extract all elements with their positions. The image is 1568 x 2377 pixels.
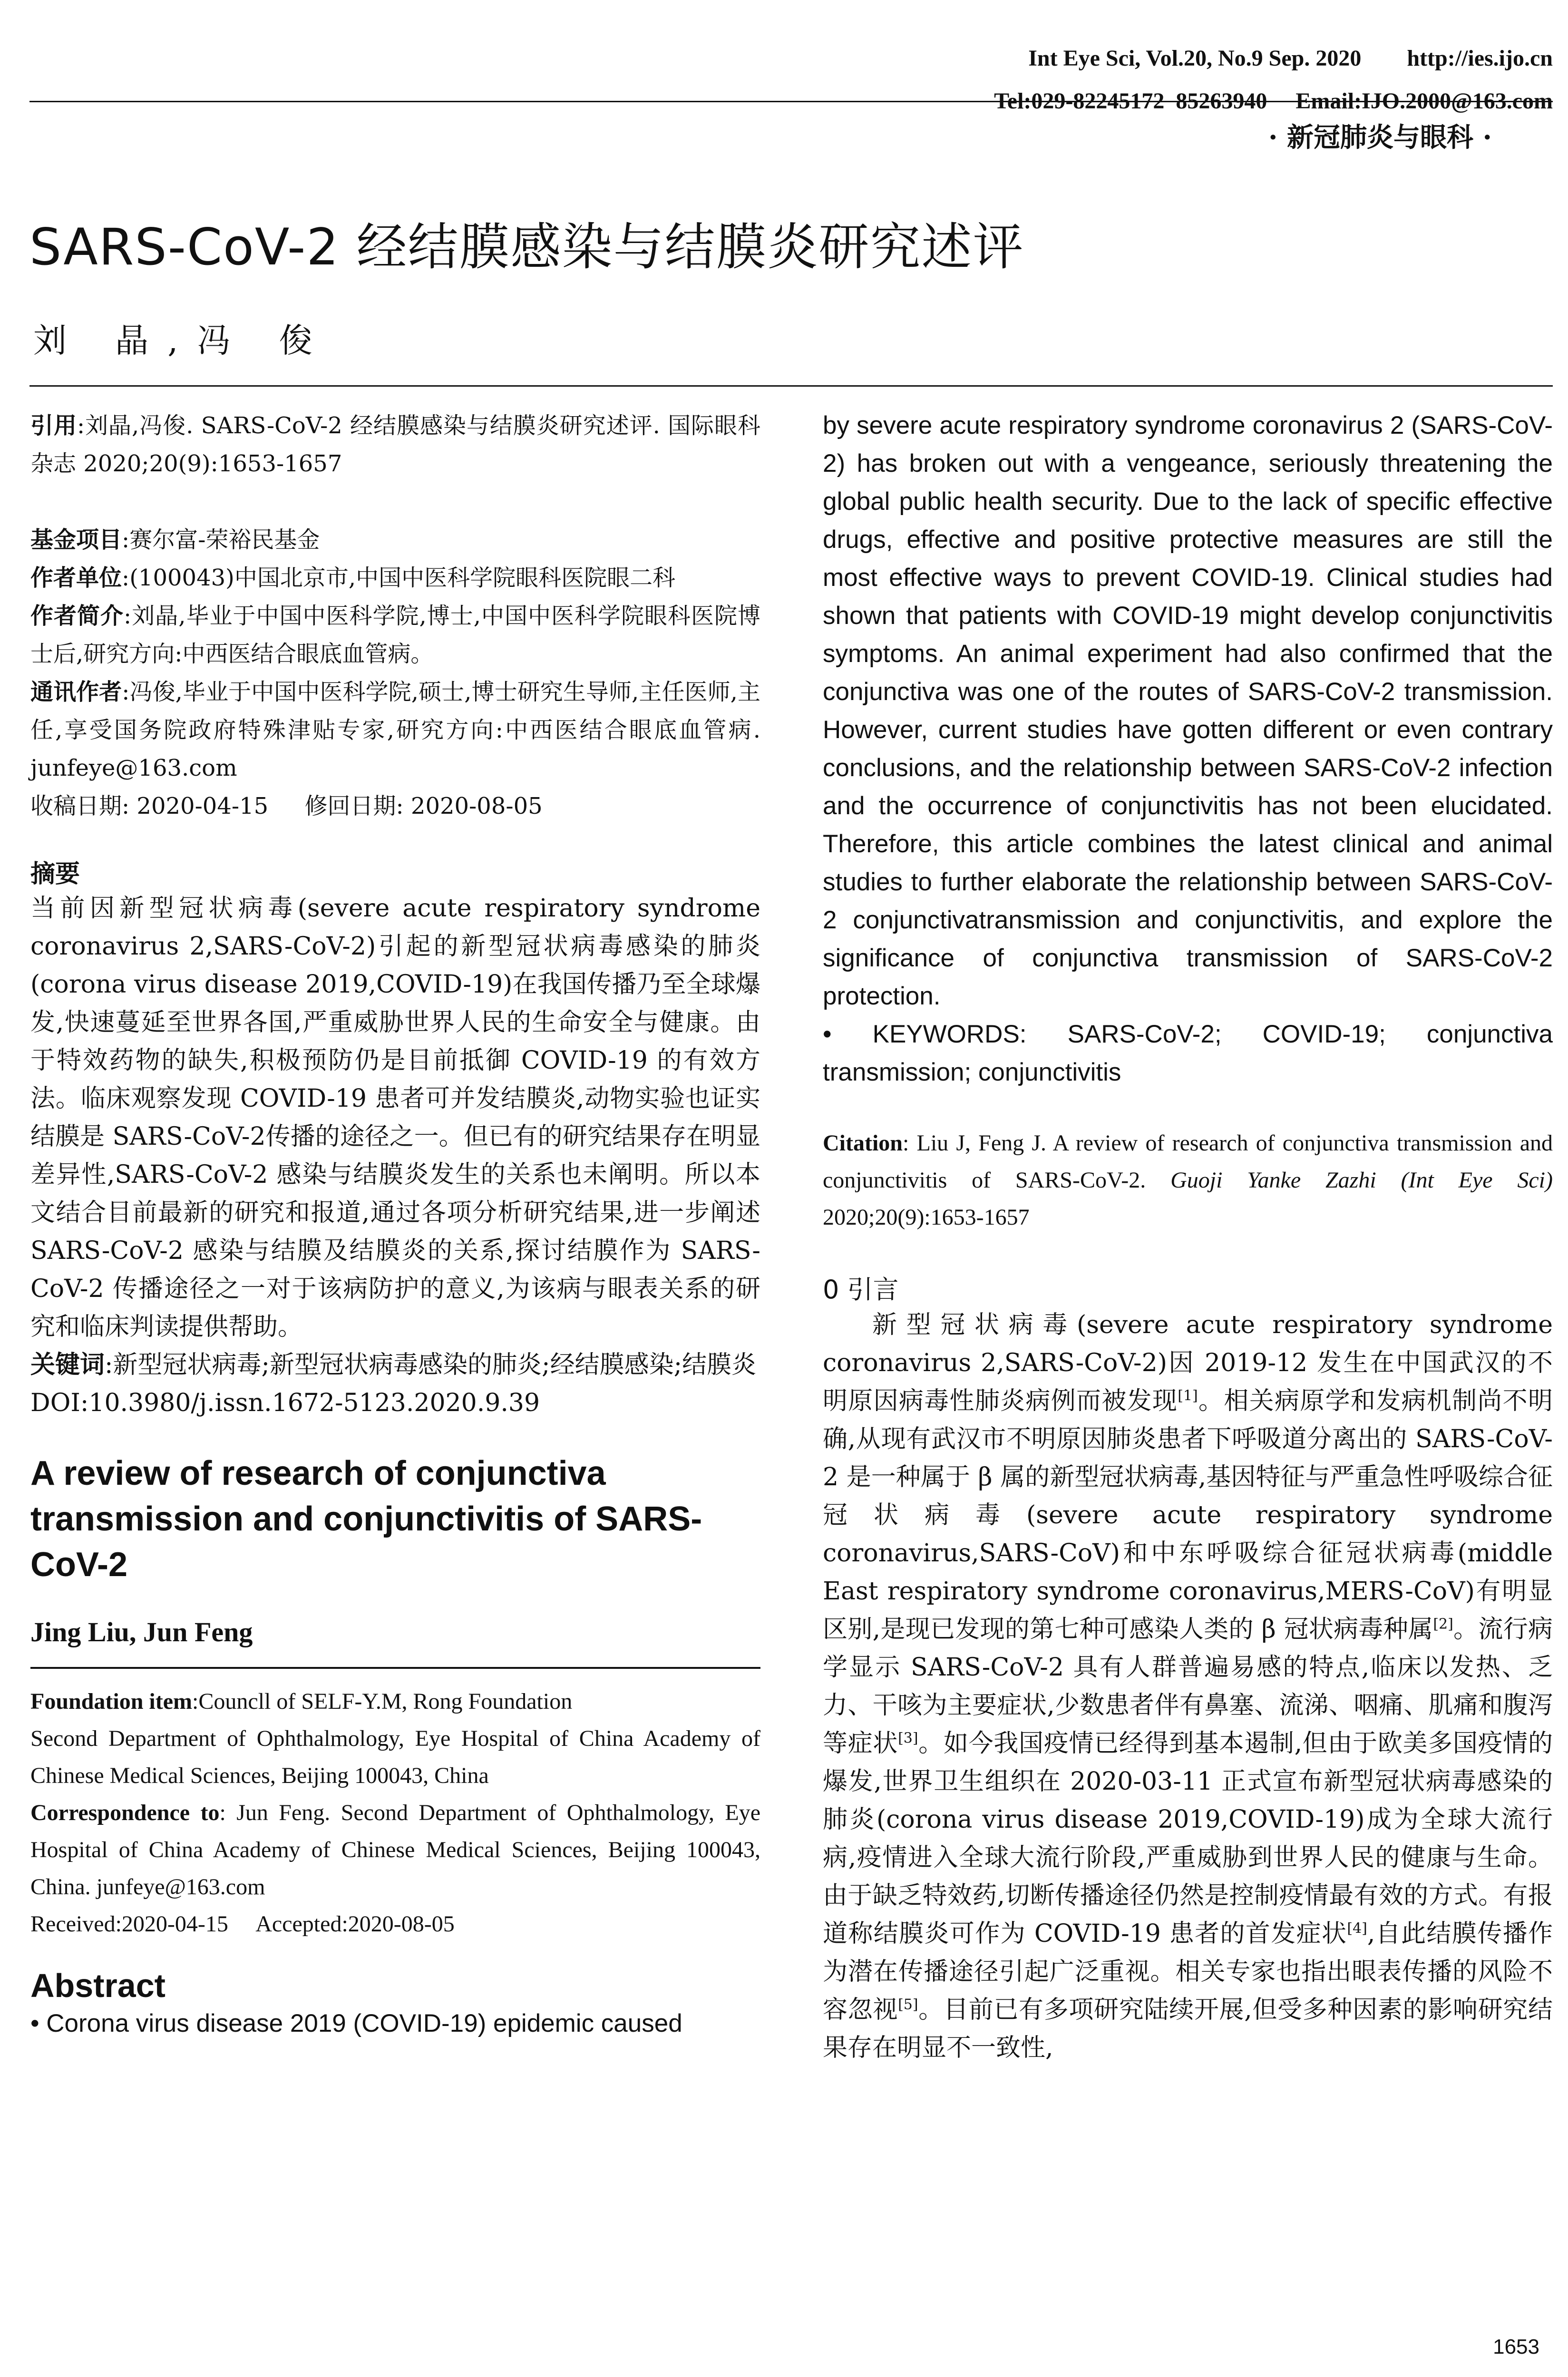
ref-3[interactable]: [3]	[898, 1730, 918, 1747]
citation-cn	[30, 407, 760, 483]
correspondence-en	[30, 1794, 760, 1906]
foundation-en	[30, 1683, 760, 1720]
authors-en: Jing Liu, Jun Feng	[30, 1617, 253, 1647]
ref-1[interactable]: [1]	[1178, 1387, 1198, 1404]
keywords-en: • KEYWORDS: SARS-CoV-2; COVID-19; conjunctiva transmission; conjunctivitis	[823, 1020, 1553, 1086]
keywords-text: :新型冠状病毒;新型冠状病毒感染的肺炎;经结膜感染;结膜炎	[105, 1351, 757, 1379]
citation-en	[823, 1125, 1553, 1236]
fund-label: 基金项目	[30, 526, 122, 553]
intro-paragraph	[823, 1306, 1553, 2067]
journal-tel: Tel:029-82245172 85263940	[994, 88, 1267, 114]
citation-label: 引用	[30, 412, 77, 439]
header-rule	[29, 101, 1553, 102]
unit-text: :(100043)中国北京市,中国中医科学院眼科医院眼二科	[122, 565, 676, 591]
correspondence-label: Correspondence to	[30, 1800, 220, 1825]
citation-text: :刘晶,冯俊. SARS-CoV-2 经结膜感染与结膜炎研究述评. 国际眼科杂志 2020;20(9):1653-1657	[30, 412, 760, 477]
citation-en-text: : Liu J, Feng J. A review of research of conjunctiva transmission and conjunctivitis of SARS-CoV-2.	[823, 1130, 1553, 1193]
doi: DOI:10.3980/j.issn.1672-5123.2020.9.39	[30, 1389, 540, 1417]
journal-url: http://ies.ijo.cn	[1407, 46, 1553, 71]
intro-text-2: 。相关病原学和发病机制尚不明确,从现有武汉市不明原因肺炎患者下呼吸道分离出的 SARS-CoV-2 是一种属于 β 属的新型冠状病毒,基因特征与严重急性呼吸综合征冠状病毒(severe acute respiratory syndrome coronavirus,SARS-CoV)和中东呼吸综合征冠状病毒(middle East respiratory syndrome coronavirus,MERS-CoV)有明显区别,是现已发现的第七种可感染人类的 β 冠状病毒种属	[823, 1387, 1553, 1644]
fund-text: :赛尔富-荣裕民基金	[122, 526, 320, 553]
article-title-en: A review of research of conjunctiva transmission and conjunctivitis of SARS-CoV-2	[30, 1454, 702, 1584]
keywords-cn	[30, 1346, 760, 1384]
abstract-heading-en: Abstract	[30, 1967, 166, 2004]
correspondence-text: : Jun Feng. Second Department of Ophthalmology, Eye Hospital of China Academy of Chinese Medical Sciences, Beijing 100043, China. junfeye@163.com	[30, 1800, 760, 1900]
corr-label: 通讯作者	[30, 679, 122, 705]
fund-info	[30, 521, 760, 559]
bio-text: :刘晶,毕业于中国中医科学院,博士,中国中医科学院眼科医院博士后,研究方向:中西医结合眼底血管病。	[30, 603, 760, 667]
section-tag: · 新冠肺炎与眼科 ·	[1268, 122, 1492, 153]
left-column	[30, 407, 760, 2043]
foundation-text: :Councll of SELF-Y.M, Rong Foundation	[192, 1689, 573, 1714]
ref-5[interactable]: [5]	[898, 1996, 918, 2013]
corr-text: :冯俊,毕业于中国中医科学院,硕士,博士研究生导师,主任医师,主任,享受国务院政府特殊津贴专家,研究方向:中西医结合眼底血管病. junfeye@163.com	[30, 679, 760, 781]
author-unit	[30, 559, 760, 597]
bio-label: 作者简介	[30, 603, 124, 629]
unit-label: 作者单位	[30, 565, 122, 591]
abstract-text-en-cont: by severe acute respiratory syndrome coronavirus 2 (SARS-CoV-2) has broken out with a vengeance, seriously threatening the global public health security. Due to the lack of specific effective drugs, effective and positive protective measures are still the most effective ways to prevent COVID-19. Clinical studies had shown that patients with COVID-19 might develop conjunctivitis symptoms. An animal experiment had also confirmed that the conjunctiva was one of the routes of SARS-CoV-2 transmission. However, current studies have gotten different or even contrary conclusions, and the relationship between SARS-CoV-2 infection and the occurrence of conjunctivitis has not been elucidated. Therefore, this article combines the latest clinical and animal studies to further elaborate the relationship between SARS-CoV-2 conjunctivatransmission and conjunctivitis, and explore the significance of conjunctiva transmission of SARS-CoV-2 protection.	[823, 411, 1553, 1010]
ref-2[interactable]: [2]	[1433, 1616, 1453, 1633]
affiliation-en: Second Department of Ophthalmology, Eye Hospital of China Academy of Chinese Medical Sciences, Beijing 100043, China	[30, 1726, 760, 1788]
intro-text-4: 。如今我国疫情已经得到基本遏制,但由于欧美多国疫情的爆发,世界卫生组织在 2020-03-11 正式宣布新型冠状病毒感染的肺炎(corona virus disease 2019,COVID-19)成为全球大流行病,疫情进入全球大流行阶段,严重威胁到世界人民的健康与生命。由于缺乏特效药,切断传播途径仍然是控制疫情最有效的方式。有报道称结膜炎可作为 COVID-19 患者的首发症状	[823, 1729, 1553, 1948]
intro-text-6: 。目前已有多项研究陆续开展,但受多种因素的影响研究结果存在明显不一致性,	[823, 1996, 1553, 2062]
intro-text-5: ,自此结膜传播作为潜在传播途径引起广泛重视。相关专家也指出眼表传播的风险不容忽视	[823, 1919, 1553, 2024]
running-header	[0, 0, 1568, 114]
title-rule	[29, 385, 1553, 387]
author-bio	[30, 597, 760, 673]
abstract-text-cn: 当前因新型冠状病毒(severe acute respiratory syndrome coronavirus 2,SARS-CoV-2)引起的新型冠状病毒感染的肺炎(corona virus disease 2019,COVID-19)在我国传播乃至全球爆发,快速蔓延至世界各国,严重威胁世界人民的生命安全与健康。由于特效药物的缺失,积极预防仍是目前抵御 COVID-19 的有效方法。临床观察发现 COVID-19 患者可并发结膜炎,动物实验也证实结膜是 SARS-CoV-2传播的途径之一。但已有的研究结果存在明显差异性,SARS-CoV-2 感染与结膜炎发生的关系也未阐明。所以本文结合目前最新的研究和报道,通过各项分析研究结果,进一步阐述 SARS-CoV-2 感染与结膜及结膜炎的关系,探讨结膜作为 SARS-CoV-2 传播途径之一对于该病防护的意义,为该病与眼表关系的研究和临床判读提供帮助。	[30, 894, 760, 1341]
received-dates-en: Received:2020-04-15 Accepted:2020-08-05	[30, 1911, 455, 1937]
keywords-label: 关键词	[30, 1351, 105, 1379]
abstract-text-en-start: • Corona virus disease 2019 (COVID-19) epidemic caused	[30, 2009, 682, 2037]
foundation-label: Foundation item	[30, 1689, 193, 1714]
journal-volume: Int Eye Sci, Vol.20, No.9 Sep. 2020	[1028, 46, 1362, 71]
authors-cn: 刘 晶,冯 俊	[33, 321, 331, 360]
abstract-heading-cn: 摘要	[30, 860, 80, 888]
intro-heading: 0 引言	[823, 1275, 899, 1305]
intro-text-3: 。流行病学显示 SARS-CoV-2 具有人群普遍易感的特点,临床以发热、乏力、干咳为主要症状,少数患者伴有鼻塞、流涕、咽痛、肌痛和腹泻等症状	[823, 1615, 1553, 1758]
corresponding-author	[30, 673, 760, 787]
intro-text-1: 新型冠状病毒(severe acute respiratory syndrome coronavirus 2,SARS-CoV-2)因 2019-12 发生在中国武汉的不明原因病毒性肺炎病例而被发现	[823, 1311, 1553, 1415]
article-title-cn: SARS-CoV-2 经结膜感染与结膜炎研究述评	[29, 218, 1024, 276]
right-column	[823, 407, 1553, 2067]
received-dates-cn: 收稿日期: 2020-04-15 修回日期: 2020-08-05	[30, 793, 543, 819]
journal-email: Email:IJO.2000@163.com	[1295, 88, 1553, 114]
page-number: 1653	[1493, 2335, 1539, 2358]
citation-en-journal: Guoji Yanke Zazhi (Int Eye Sci)	[1170, 1168, 1553, 1193]
ref-4[interactable]: [4]	[1347, 1920, 1367, 1937]
citation-en-tail: 2020;20(9):1653-1657	[823, 1205, 1030, 1230]
citation-en-label: Citation	[823, 1130, 903, 1156]
